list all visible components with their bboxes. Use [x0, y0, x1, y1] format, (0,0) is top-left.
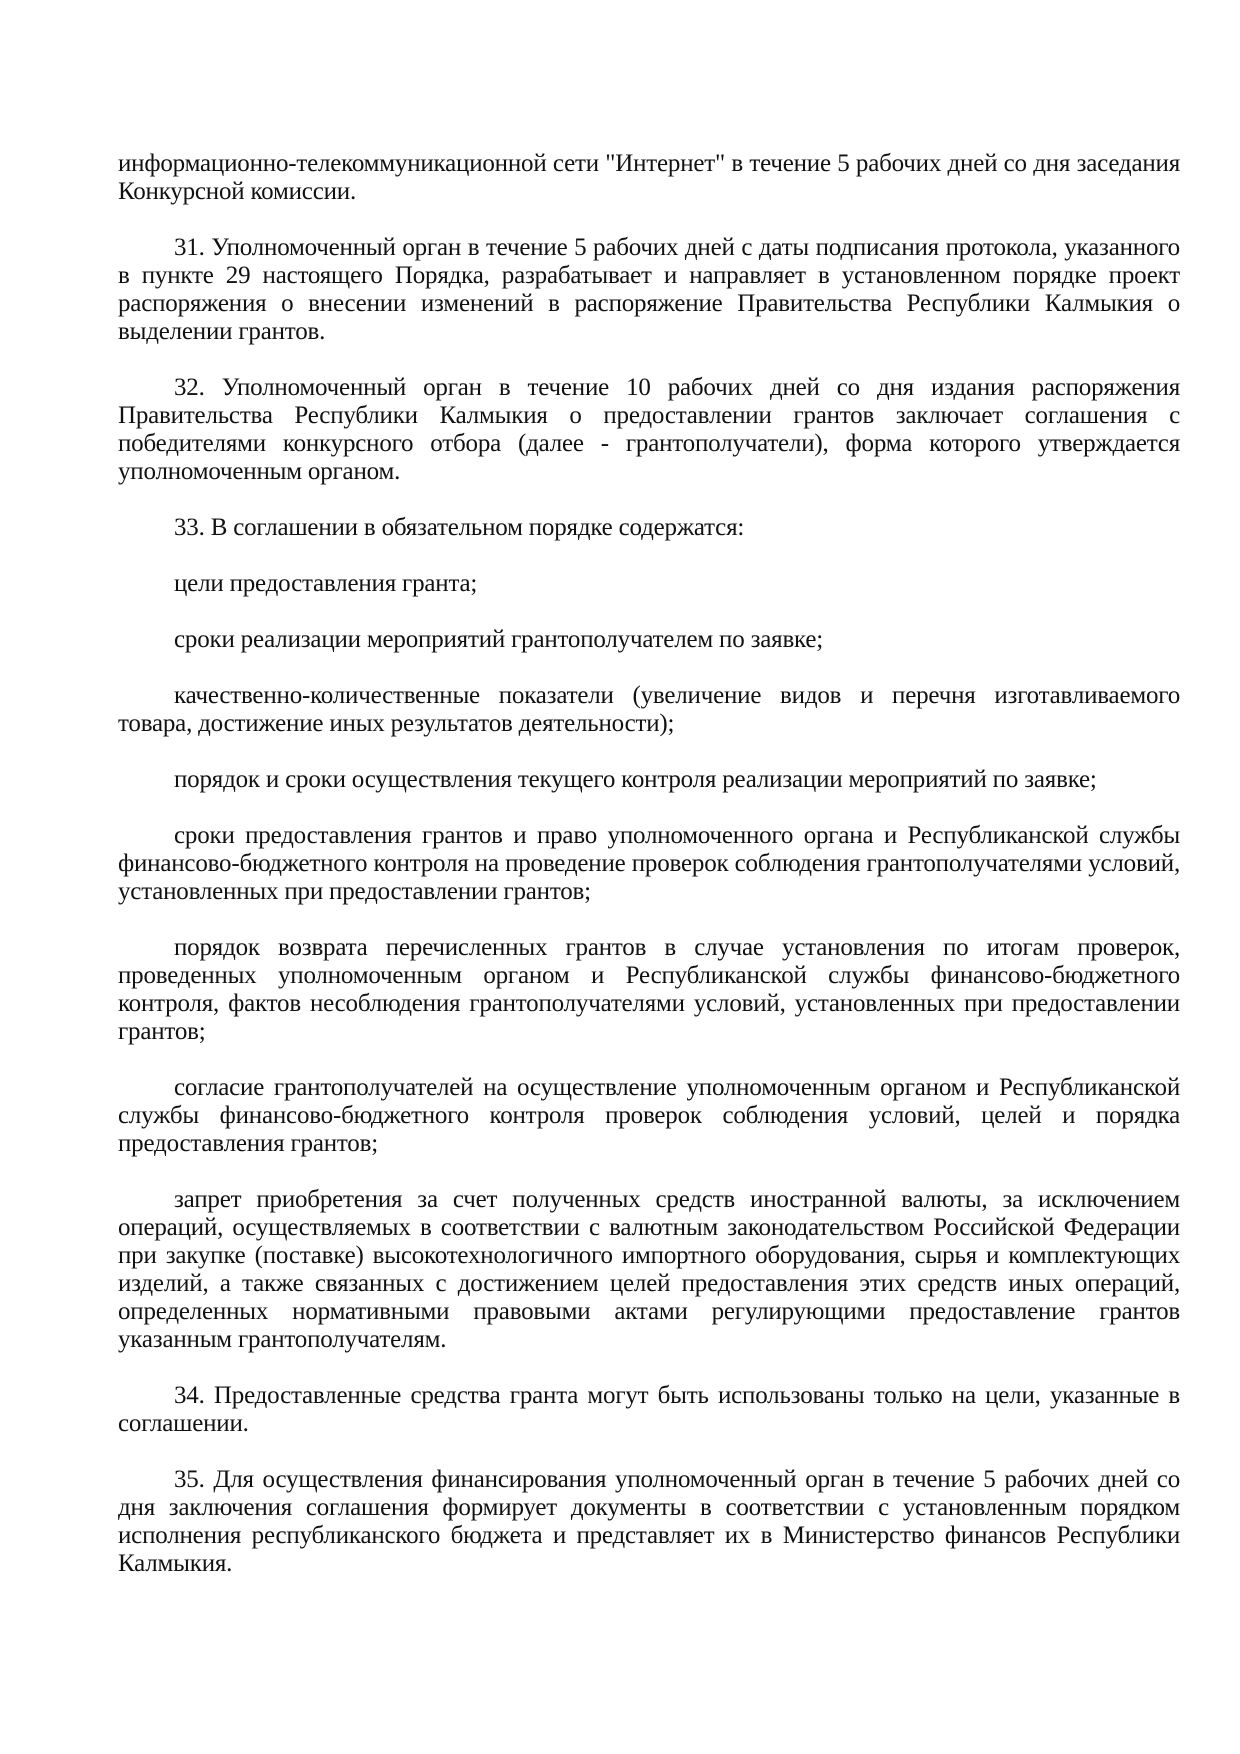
list-item-grant-terms: сроки предоставления грантов и право уполномоченного органа и Республиканской службы финансово-бюджетного контроля на проведение проверок соблюдения грантополучателями условий, установленных при предоставлении грантов;	[118, 822, 1180, 905]
list-item-control-procedure: порядок и сроки осуществления текущего контроля реализации мероприятий по заявке;	[174, 766, 1097, 793]
paragraph-35: 35. Для осуществления финансирования уполномоченный орган в течение 5 рабочих дней со дня заключения соглашения формирует документы в соответствии с установленным порядком исполнения республиканского бюджета и представляет их в Министерство финансов Республики Калмыкия.	[118, 1466, 1180, 1577]
list-item-implementation-terms: сроки реализации мероприятий грантополучателем по заявке;	[174, 626, 824, 653]
paragraph-32: 32. Уполномоченный орган в течение 10 рабочих дней со дня издания распоряжения Правительства Республики Калмыкия о предоставлении грантов заключает соглашения с победителями конкурсного отбора (далее - грантополучатели), форма которого утверждается уполномоченным органом.	[118, 374, 1180, 485]
paragraph-33: 33. В соглашении в обязательном порядке содержатся:	[174, 514, 745, 541]
list-item-quality-indicators: качественно-количественные показатели (увеличение видов и перечня изготавливаемого товара, достижение иных результатов деятельности);	[118, 682, 1180, 737]
document-page	[118, 150, 1180, 1606]
list-item-currency-ban: запрет приобретения за счет полученных средств иностранной валюты, за исключением операций, осуществляемых в соответствии с валютным законодательством Российской Федерации при закупке (поставке) высокотехнологичного импортного оборудования, сырья и комплектующих изделий, а также связанных с достижением целей предоставления этих средств иных операций, определенных нормативными правовыми актами регулирующими предоставление грантов указанным грантополучателям.	[118, 1186, 1180, 1353]
paragraph-31: 31. Уполномоченный орган в течение 5 рабочих дней с даты подписания протокола, указанного в пункте 29 настоящего Порядка, разрабатывает и направляет в установленном порядке проект распоряжения о внесении изменений в распоряжение Правительства Республики Калмыкия о выделении грантов.	[118, 234, 1180, 345]
paragraph-34: 34. Предоставленные средства гранта могут быть использованы только на цели, указанные в соглашении.	[118, 1382, 1180, 1437]
list-item-grant-goals: цели предоставления гранта;	[174, 570, 478, 597]
list-item-consent: согласие грантополучателей на осуществление уполномоченным органом и Республиканской службы финансово-бюджетного контроля проверок соблюдения условий, целей и порядка предоставления грантов;	[118, 1074, 1180, 1157]
list-item-refund-procedure: порядок возврата перечисленных грантов в случае установления по итогам проверок, проведенных уполномоченным органом и Республиканской службы финансово-бюджетного контроля, фактов несоблюдения грантополучателями условий, установленных при предоставлении грантов;	[118, 934, 1180, 1045]
paragraph-continuation: информационно-телекоммуникационной сети "Интернет" в течение 5 рабочих дней со дня заседания Конкурсной комиссии.	[118, 150, 1180, 205]
